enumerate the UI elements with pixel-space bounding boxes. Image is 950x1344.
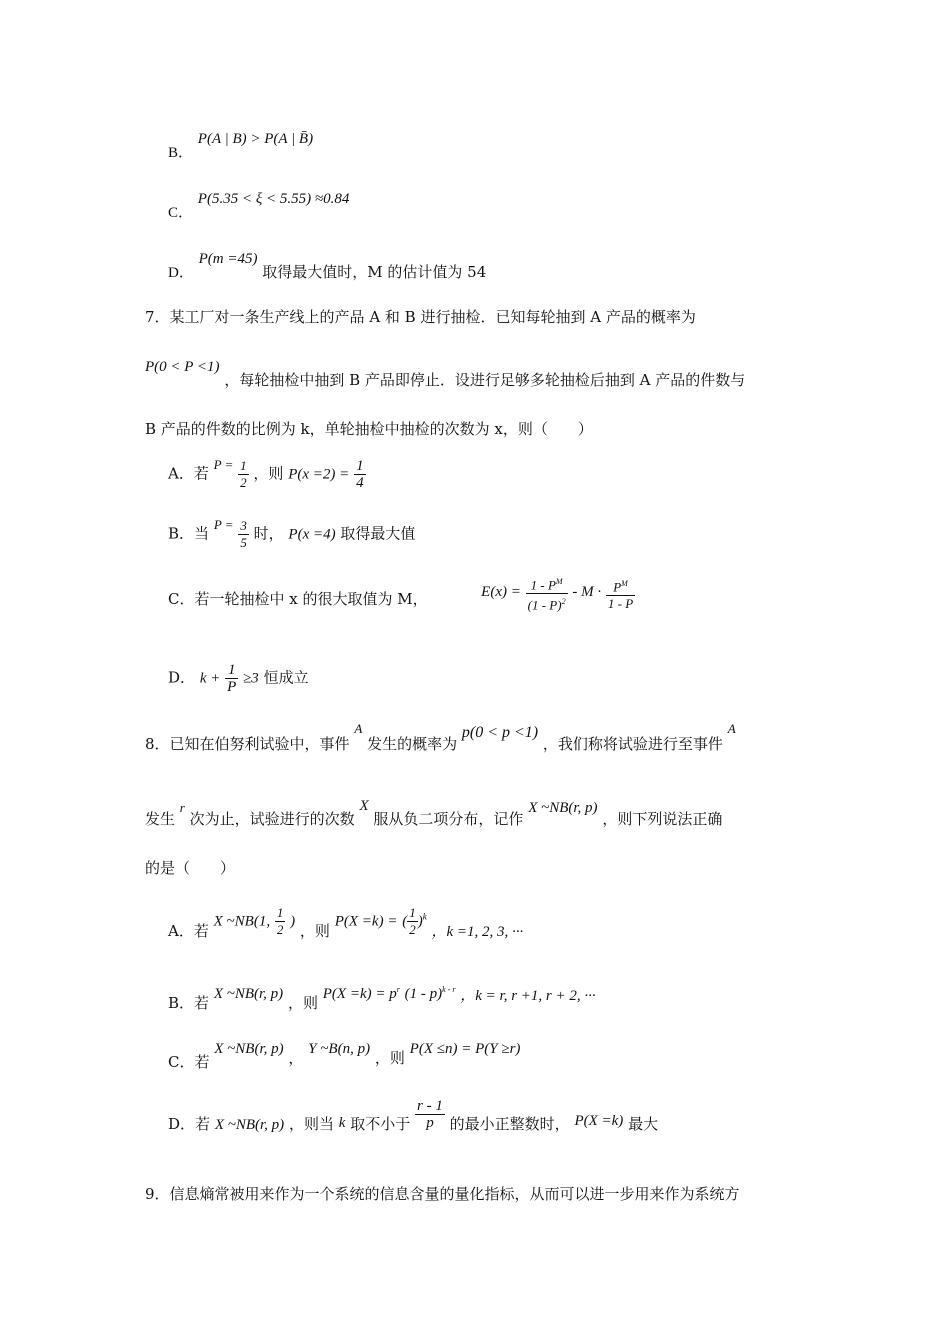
fraction: $\frac{3}{5}$ <box>240 518 247 550</box>
fraction: $\frac{1}{2}$ <box>276 905 284 937</box>
q7-stem-line3: B 产品的件数的比例为 k，单轮抽检中抽检的次数为 x，则（ ） <box>145 420 593 438</box>
q8-option-b: B．若 X ~NB(r, p) ，则 $P(X =k) = p^r$ (1 - p)$^{k - r}$ ，k = r, r +1, r + 2, ··· <box>168 985 596 1012</box>
q6-option-d: D． P(m =45) 取得最大值时，M 的估计值为 54 <box>168 251 487 281</box>
fraction: $\frac{1}{P}$ <box>227 662 237 695</box>
q8-stem-line3: 的是（ ） <box>145 859 236 877</box>
q7-option-c: C．若一轮抽检中 x 的很大取值为 M， E(x) = $\frac{1 - P^M}{(1 - P)^2}$ - M · $\frac{P^M}{1 - P}$ <box>168 580 635 620</box>
fraction: $\frac{1 - P^M}{(1 - P)^2}$ <box>526 574 568 614</box>
q8-stem-line1: 8．已知在伯努利试验中，事件 A 发生的概率为 p(0 < p <1) ，我们称将试验进行至事件 A <box>145 721 736 753</box>
fraction: $\frac{1}{2}$ <box>240 458 247 490</box>
q7-stem-line2: P(0 < P <1) ，每轮抽检中抽到 B 产品即停止．设进行足够多轮抽检后抽到 A 产品的件数与 <box>145 359 746 389</box>
q7-option-b: B．当 P = $\frac{3}{5}$ 时， P(x =4) 取得最大值 <box>168 516 416 550</box>
q8-stem-line2: 发生 r 次为止，试验进行的次数 X 服从负二项分布，记作 X ~NB(r, p) ，则下列说法正确 <box>145 798 723 828</box>
q6-option-c: C． P(5.35 < ξ < 5.55) ≈0.84 <box>168 191 350 221</box>
q7-option-a: A．若 P = $\frac{1}{2}$ ，则 P(x =2) = $\frac{1}{4}$ <box>168 456 364 491</box>
q7-stem-line1: 7．某工厂对一条生产线上的产品 A 和 B 进行抽检．已知每轮抽到 A 产品的概率为 <box>145 308 696 326</box>
q9-stem-line1: 9．信息熵常被用来作为一个系统的信息含量的量化指标，从而可以进一步用来作为系统方 <box>145 1185 740 1203</box>
fraction: $\frac{P^M}{1 - P}$ <box>606 576 635 612</box>
fraction: $\frac{1}{4}$ <box>356 458 364 491</box>
q8-option-c: C．若 X ~NB(r, p) ， Y ~B(n, p) ，则 P(X ≤n) = P(Y ≥r) <box>168 1041 521 1071</box>
fraction: $\frac{r - 1}{p}$ <box>417 1098 443 1131</box>
q6-option-b: B． P(A | B) > P(A | B̄) <box>168 131 314 161</box>
q7-option-d: D． k + $\frac{1}{P}$ ≥3 恒成立 <box>168 662 309 695</box>
fraction: $\frac{1}{2}$ <box>409 905 416 937</box>
q8-option-a: A．若 X ~NB(1, $\frac{1}{2}$ ) ，则 P(X =k) = ( $\frac{1}{2}$ )$^k$ ，k =1, 2, 3, ··· <box>168 905 524 940</box>
q8-option-d: D．若 X ~NB(r, p) ，则当 k 取不小于 $\frac{r - 1}{p}$ 的最小正整数时， P(X =k) 最大 <box>168 1098 659 1133</box>
